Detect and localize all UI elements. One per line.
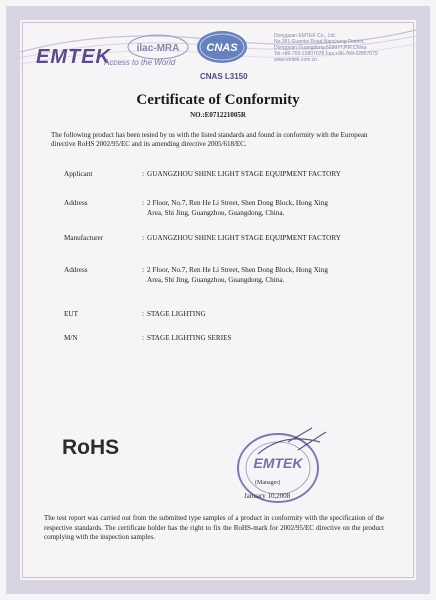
signatory-role: (Manager) — [255, 480, 281, 486]
field-label: Address — [64, 266, 88, 274]
field-value: STAGE LIGHTING SERIES — [147, 334, 232, 342]
field-label: M/N — [64, 334, 78, 342]
field-value: 2 Floor, No.7, Ren He Li Street, Shen Dong Block, Hong Xing Area, Shi Jing, Guangzhou, Guangdong, China. — [147, 266, 328, 284]
address-line: Dongguan,Guangdong,523077,P.R.China — [274, 45, 367, 51]
certificate-number: NO.:E071221005R — [190, 111, 246, 119]
address-line: www.emtek.com.cn — [274, 57, 318, 63]
ilac-mra-label: ilac-MRA — [136, 43, 180, 54]
field-value: STAGE LIGHTING — [147, 310, 206, 318]
footer-paragraph: The test report was carried out from the submitted type samples of a product in conformity with the specification of the respective standards. The certificate holder has the right to fix the RoHS-mark for 2002/95/EC directive on the product complying with the inspection samples. — [44, 514, 384, 542]
ilac-mra-logo — [126, 33, 190, 61]
field-label: EUT — [64, 310, 78, 318]
cnas-logo — [196, 30, 248, 64]
field-label: Address — [64, 199, 88, 207]
address-line: No.281,Guantai Road,Nancheng District, — [274, 39, 365, 45]
company-address-block — [274, 33, 414, 63]
issue-date: January 10,2008 — [244, 492, 291, 500]
field-label: Applicant — [64, 170, 93, 178]
certificate-title: Certificate of Conformity — [136, 92, 300, 108]
address-line: Tel:+86-769-22807078 Fax:+86-769-22807079 — [274, 51, 378, 57]
cnas-number: CNAS L3150 — [200, 72, 248, 81]
field-label: Manufacturer — [64, 234, 104, 242]
address-line: Dongguan EMTEK Co., Ltd. — [274, 33, 336, 39]
svg-text:EMTEK: EMTEK — [253, 455, 303, 471]
field-value: GUANGZHOU SHINE LIGHT STAGE EQUIPMENT FACTORY — [147, 234, 341, 242]
field-value: 2 Floor, No.7, Ren He Li Street, Shen Dong Block, Hong Xing Area, Shi Jing, Guangzhou, Guangdong, China. — [147, 199, 328, 217]
emtek-logo: EMTEK — [36, 46, 111, 68]
field-value: GUANGZHOU SHINE LIGHT STAGE EQUIPMENT FACTORY — [147, 170, 341, 178]
intro-paragraph: The following product has been tested by us with the listed standards and found in conformity with the European directive RoHS 2002/95/EC and its amending directive 2005/618/EC. — [51, 131, 368, 148]
rohs-mark: RoHS — [62, 436, 120, 459]
cnas-label: CNAS — [206, 42, 238, 54]
slogan: Access to the World — [104, 58, 176, 67]
certificate-page: EMTEK Access to the World ilac-MRA CNAS CNAS L3150 Dongguan EMTEK Co., Ltd. No.281,Guantai Road,Nancheng District, Dongguan,Guangdong,523077,P.R.China Tel:+86-769-22807078 Fax:+86-769-22807079 www.emtek.com.cn Certificate of Conformity NO.:E071221005R The following product has been tested by us with the listed standards and found in conformity with the European directive RoHS 2002/95/EC and its amending directive 2005/618/EC. Applicant : GUANGZHOU SHINE LIGHT STAGE EQUIPMENT FACTORY Address : 2 Floor, No.7, Ren He Li Street, Shen Dong Block, Hong Xing Area, Shi Jing, Guangzhou, Guangdong, China. Manufacturer : GUANGZHOU SHINE LIGHT STAGE EQUIPMENT FACTORY Address : 2 Floor, No.7, Ren He Li Street, Shen Dong Block, Hong Xing Area, Shi Jing, Guangzhou, Guangdong, China. EUT : STAGE LIGHTING M/N : STAGE LIGHTING SERIES RoHS EMTEK (Manager) January 10,2008 The test report was carried out from the submitted type samples of a product in conformity with the specification of the respective standards. The certificate holder has the right to fix the RoHS-mark for 2002/95/EC directive on the product complying with the inspection samples. — [0, 0, 436, 600]
